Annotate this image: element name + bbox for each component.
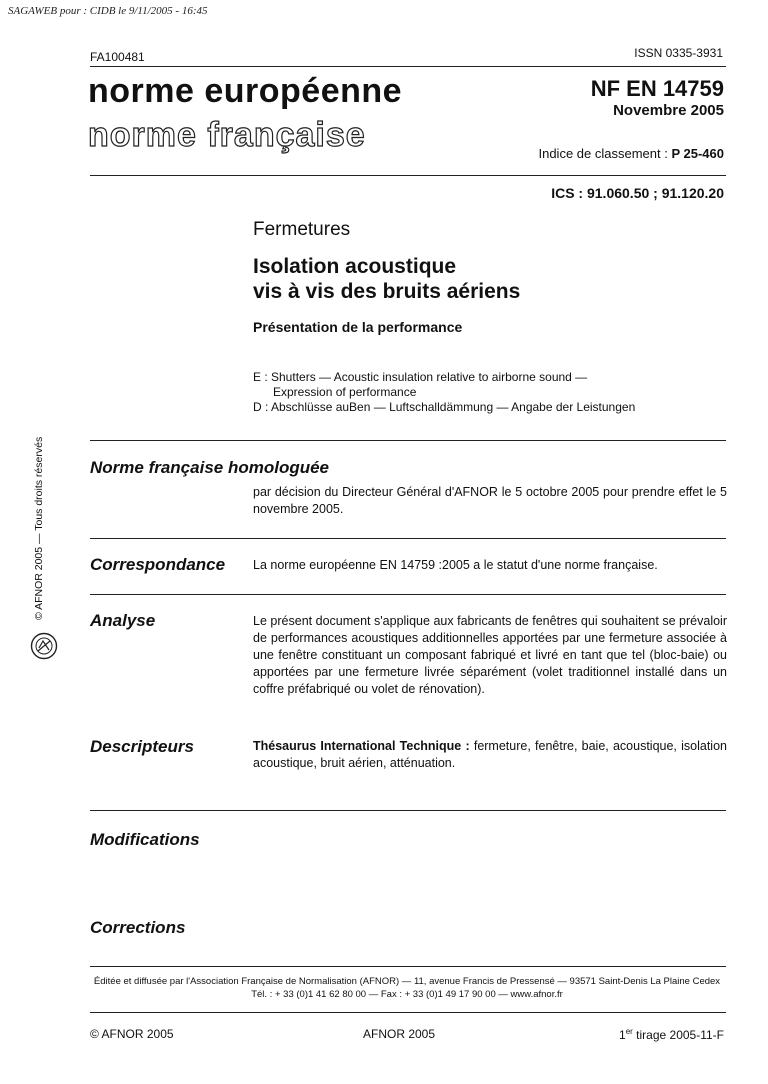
sidebar-copyright-text: © AFNOR 2005 — Tous droits réservés	[33, 436, 45, 620]
print-run-text: tirage 2005-11-F	[632, 1028, 724, 1042]
title-norme-francaise: norme française	[88, 116, 366, 154]
heading-correspondance: Correspondance	[90, 555, 226, 574]
title-norme-europeenne: norme européenne	[88, 72, 403, 110]
document-code: FA100481	[90, 50, 145, 64]
analyse-text: Le présent document s'applique aux fabricants de fenêtres qui souhaitent se prévaloir de performances acoustiques additionnelles apportées par une fermeture associée à une fenêtre constituant un composant fabriqué et livré en tant que tel (bloc-baie) ou apportées par une fermeture livrée séparément (volet traditionnel installé dans un coffre préfabriqué ou volet de rénovation).	[253, 614, 727, 696]
heading-descripteurs: Descripteurs	[90, 737, 194, 756]
divider	[90, 66, 726, 67]
standard-number: NF EN 14759	[590, 76, 724, 101]
ics-codes: ICS : 91.060.50 ; 91.120.20	[551, 185, 724, 201]
publisher-contact: Tél. : + 33 (0)1 41 62 80 00 — Fax : + 33 (0)1 49 17 90 00 — www.afnor.fr	[251, 989, 563, 1000]
classification-index	[538, 146, 724, 161]
heading-analyse: Analyse	[90, 611, 156, 630]
footer-copyright: © AFNOR 2005	[90, 1027, 174, 1041]
english-title: E : Shutters — Acoustic insulation relative to airborne sound —	[253, 370, 588, 384]
heading-corrections: Corrections	[90, 918, 186, 937]
indice-value: P 25-460	[671, 146, 724, 161]
correspondance-text: La norme européenne EN 14759 :2005 a le statut d'une norme française.	[253, 558, 658, 572]
divider	[90, 594, 726, 595]
print-run	[619, 1027, 724, 1042]
german-title: D : Abschlüsse auBen — Luftschalldämmung — Angabe der Leistungen	[253, 400, 636, 414]
print-run-sup: er	[625, 1027, 633, 1036]
main-title-line2: vis à vis des bruits aériens	[253, 280, 521, 303]
translations	[253, 370, 635, 415]
standard-date: Novembre 2005	[613, 102, 724, 119]
heading-modifications: Modifications	[90, 830, 200, 849]
subtitle: Présentation de la performance	[253, 319, 463, 335]
print-stamp: SAGAWEB pour : CIDB le 9/11/2005 - 16:45	[8, 5, 208, 17]
heading-norme-homologuee: Norme française homologuée	[90, 458, 330, 477]
publisher-info	[90, 975, 724, 1001]
descripteurs-text	[253, 738, 727, 772]
indice-label: Indice de classement :	[538, 146, 668, 161]
footer-publisher: AFNOR 2005	[363, 1027, 436, 1041]
descripteurs-label: Thésaurus International Technique :	[253, 739, 470, 753]
divider	[90, 810, 726, 811]
divider	[90, 966, 726, 967]
divider	[90, 538, 726, 539]
english-title-cont: Expression of performance	[273, 385, 417, 399]
descripteurs-values: fermeture, fenêtre, baie, acoustique, isolation acoustique, bruit aérien, atténuation.	[253, 739, 727, 770]
homologuee-text: par décision du Directeur Général d'AFNOR le 5 octobre 2005 pour prendre effet le 5 novembre 2005.	[253, 485, 727, 516]
main-title	[253, 254, 520, 304]
divider	[90, 1012, 726, 1013]
category: Fermetures	[253, 219, 351, 240]
issn: ISSN 0335-3931	[634, 46, 723, 60]
publisher-address: Éditée et diffusée par l'Association Française de Normalisation (AFNOR) — 11, avenue Francis de Pressensé — 93571 Saint-Denis La Plaine Cedex	[93, 976, 721, 987]
print-run-number: 1	[619, 1028, 626, 1042]
divider	[90, 440, 726, 441]
sidebar-copyright	[33, 430, 49, 620]
main-title-line1: Isolation acoustique	[253, 255, 457, 278]
divider	[90, 175, 726, 176]
afnor-seal-icon	[30, 632, 58, 660]
